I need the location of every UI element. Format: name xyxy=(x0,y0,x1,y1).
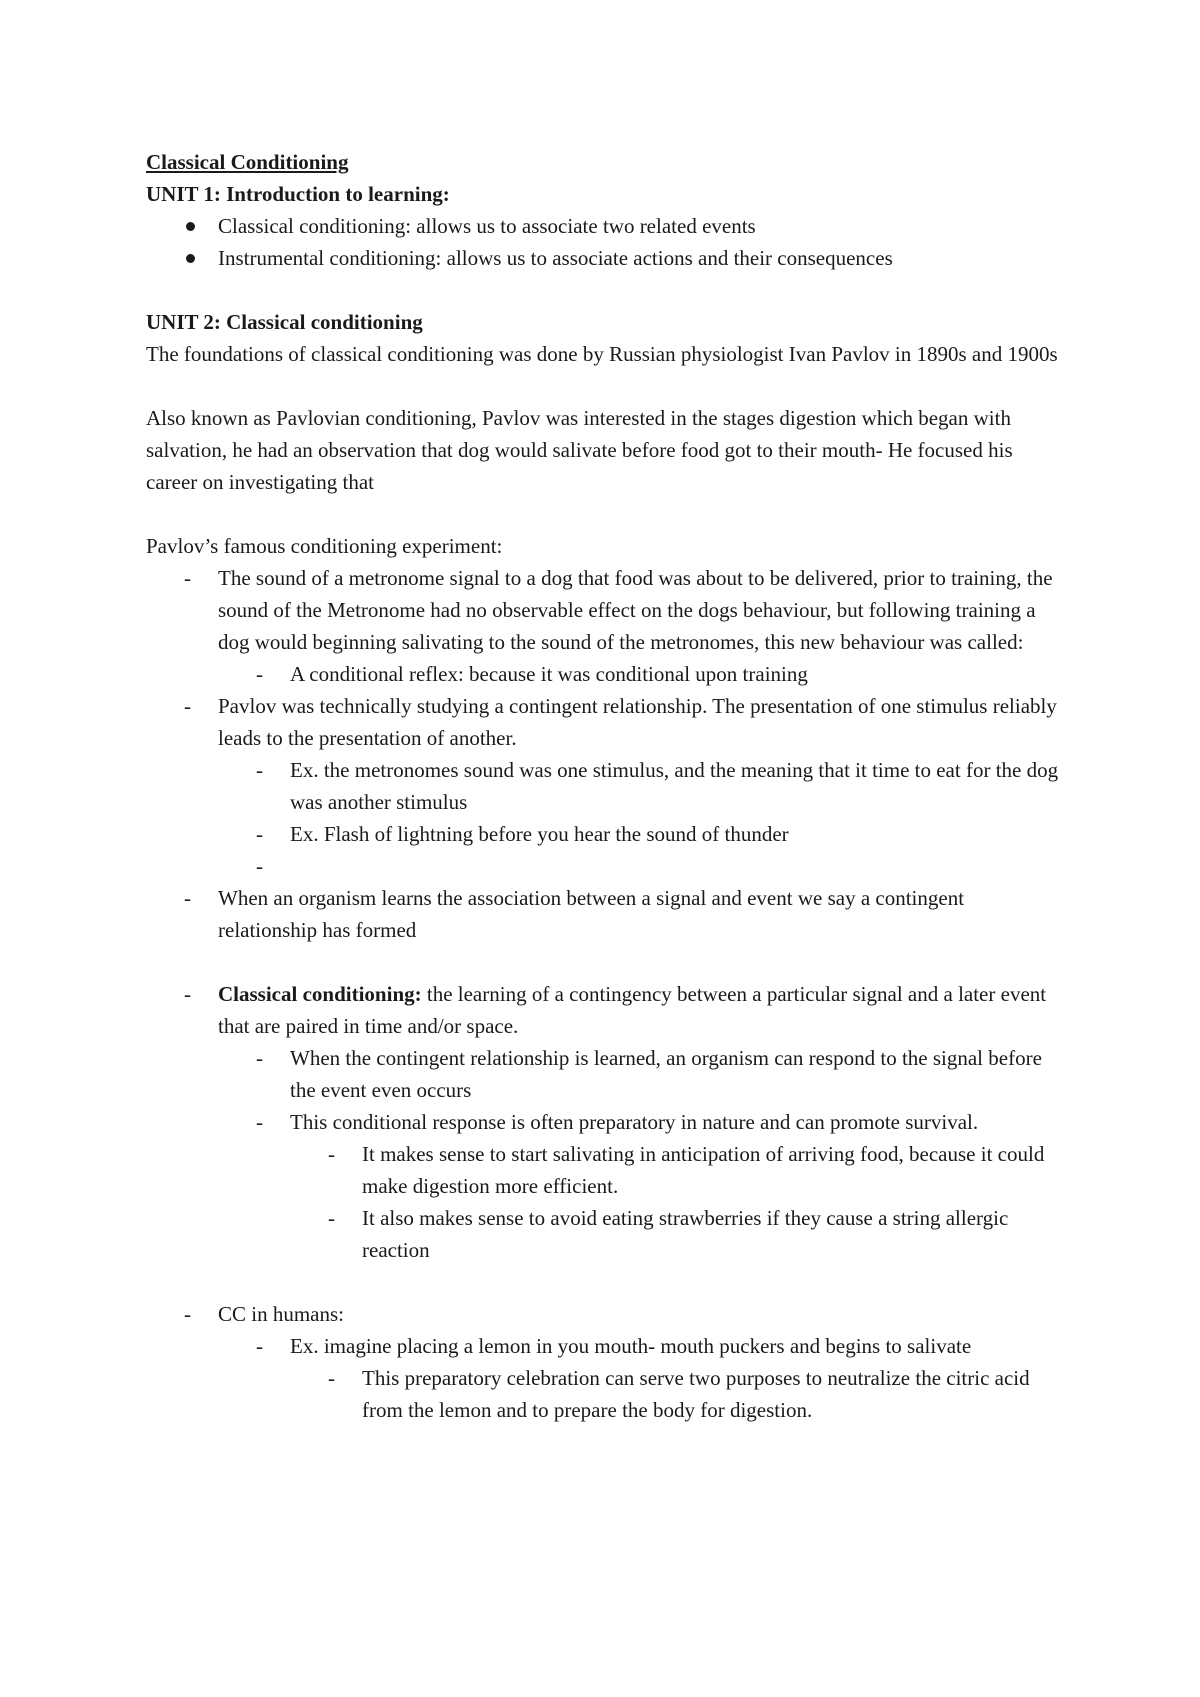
dash-icon: - xyxy=(256,662,263,686)
dash-icon: - xyxy=(328,1206,335,1230)
list-item xyxy=(146,850,1066,882)
list-item: - Ex. imagine placing a lemon in you mouth- mouth puckers and begins to salivate xyxy=(146,1330,1066,1362)
document-title: Classical Conditioning xyxy=(146,150,349,174)
dash-icon: - xyxy=(256,822,263,846)
dash-icon: - xyxy=(256,758,263,782)
dash-icon: - xyxy=(256,1046,263,1070)
dash-icon: - xyxy=(184,1302,191,1326)
list-item: - This preparatory celebration can serve two purposes to neutralize the citric acid from the lemon and to prepare the body for digestion. xyxy=(146,1362,1066,1426)
list-item: - The sound of a metronome signal to a dog that food was about to be delivered, prior to training, the sound of the Metronome had no observable effect on the dogs behaviour, but following training a dog would beginning salivating to the sound of the metronomes, this new behaviour was called: xyxy=(146,562,1066,658)
dash-icon: - xyxy=(256,1110,263,1134)
dash-icon: - xyxy=(184,694,191,718)
dash-icon: - xyxy=(328,1142,335,1166)
dash-icon: - xyxy=(328,1366,335,1390)
dash-icon: - xyxy=(256,854,263,878)
cc-term: Classical conditioning: xyxy=(218,982,422,1006)
experiment-label: Pavlov’s famous conditioning experiment: xyxy=(146,534,503,558)
list-item: - It makes sense to start salivating in anticipation of arriving food, because it could make digestion more efficient. xyxy=(146,1138,1066,1202)
unit2-heading: UNIT 2: Classical conditioning xyxy=(146,310,423,334)
experiment-list xyxy=(146,562,1066,946)
humans-list xyxy=(146,1298,1066,1426)
dash-icon: - xyxy=(256,1334,263,1358)
document-page xyxy=(146,146,1066,1426)
bullet-icon xyxy=(186,222,195,231)
dash-icon: - xyxy=(184,982,191,1006)
cc-definition-list xyxy=(146,978,1066,1266)
list-item: - This conditional response is often preparatory in nature and can promote survival. xyxy=(146,1106,1066,1138)
list-item: - CC in humans: xyxy=(146,1298,1066,1330)
unit1-heading: UNIT 1: Introduction to learning: xyxy=(146,182,450,206)
unit2-paragraph: Also known as Pavlovian conditioning, Pavlov was interested in the stages digestion which began with salvation, he had an observation that dog would salivate before food got to their mouth- He focused his career on investigating that xyxy=(146,406,1013,494)
unit2-intro: The foundations of classical conditioning was done by Russian physiologist Ivan Pavlov in 1890s and 1900s xyxy=(146,342,1058,366)
cc-definition: the learning of a contingency between a particular signal and a later event that are paired in time and/or space. xyxy=(218,982,1047,1038)
list-item: Instrumental conditioning: allows us to associate actions and their consequences xyxy=(146,242,1066,274)
list-item xyxy=(146,978,1066,1042)
list-item: - Pavlov was technically studying a contingent relationship. The presentation of one stimulus reliably leads to the presentation of another. xyxy=(146,690,1066,754)
list-item: Classical conditioning: allows us to associate two related events xyxy=(146,210,1066,242)
list-item: - Ex. Flash of lightning before you hear the sound of thunder xyxy=(146,818,1066,850)
list-item: - When an organism learns the association between a signal and event we say a contingent relationship has formed xyxy=(146,882,1066,946)
bullet-icon xyxy=(186,254,195,263)
dash-icon: - xyxy=(184,566,191,590)
list-item: - Ex. the metronomes sound was one stimulus, and the meaning that it time to eat for the dog was another stimulus xyxy=(146,754,1066,818)
list-item: - When the contingent relationship is learned, an organism can respond to the signal before the event even occurs xyxy=(146,1042,1066,1106)
list-item: - It also makes sense to avoid eating strawberries if they cause a string allergic reaction xyxy=(146,1202,1066,1266)
unit1-bullet-list xyxy=(146,210,1066,274)
list-item: - A conditional reflex: because it was conditional upon training xyxy=(146,658,1066,690)
dash-icon: - xyxy=(184,886,191,910)
